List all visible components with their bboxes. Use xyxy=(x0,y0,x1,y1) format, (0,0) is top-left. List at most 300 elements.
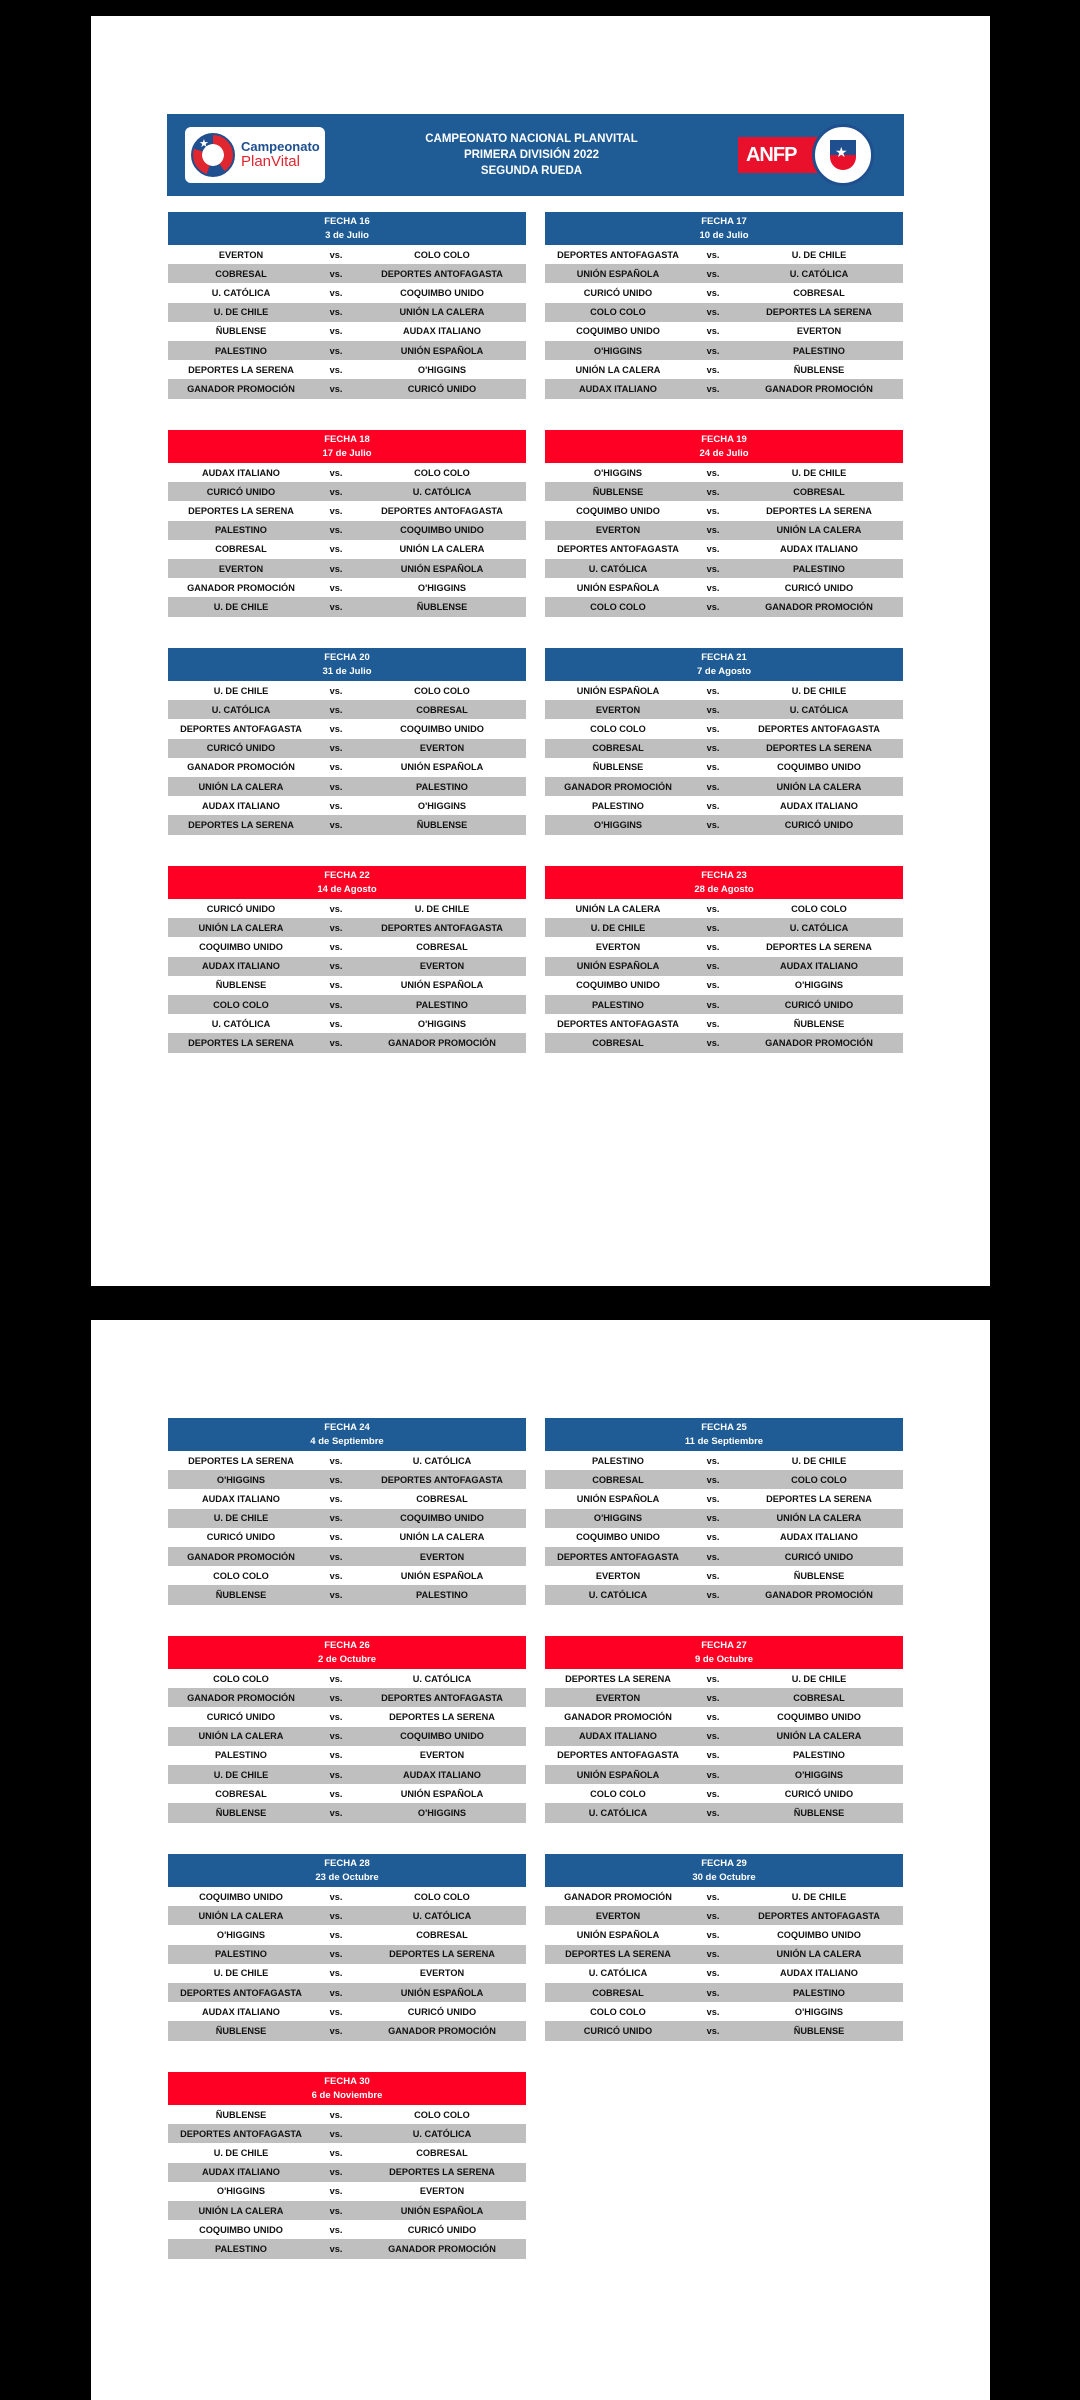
vs-label: vs. xyxy=(329,781,343,792)
home-team: DEPORTES ANTOFAGASTA xyxy=(557,1551,679,1562)
vs-label: vs. xyxy=(706,743,720,754)
vs-label: vs. xyxy=(329,544,343,555)
match-row xyxy=(168,2220,526,2239)
match-row xyxy=(168,2105,526,2124)
planvital-ball-icon xyxy=(191,133,235,177)
match-row xyxy=(168,1566,526,1585)
match-row xyxy=(545,976,903,995)
fecha-table xyxy=(545,212,903,399)
match-row xyxy=(545,283,903,302)
home-team: DEPORTES ANTOFAGASTA xyxy=(557,1750,679,1761)
match-row xyxy=(545,1585,903,1604)
fecha-header xyxy=(545,1854,903,1887)
vs-label: vs. xyxy=(329,2167,343,2178)
vs-label: vs. xyxy=(329,1551,343,1562)
vs-label: vs. xyxy=(706,1929,720,1940)
home-team: O'HIGGINS xyxy=(216,1474,266,1485)
match-row xyxy=(168,1983,526,2002)
away-team: COBRESAL xyxy=(793,287,845,298)
fecha-table xyxy=(545,1418,903,1605)
match-row xyxy=(545,1964,903,1983)
away-team: PALESTINO xyxy=(416,781,468,792)
fecha-table xyxy=(545,1854,903,2041)
header-banner xyxy=(167,114,904,196)
fecha-table xyxy=(168,866,526,1053)
away-team: COBRESAL xyxy=(793,1692,845,1703)
away-team: COQUIMBO UNIDO xyxy=(400,1513,484,1524)
home-team: U. CATÓLICA xyxy=(588,563,648,574)
home-team: PALESTINO xyxy=(215,345,267,356)
home-team: AUDAX ITALIANO xyxy=(202,961,280,972)
vs-label: vs. xyxy=(329,1532,343,1543)
match-row xyxy=(545,521,903,540)
match-row xyxy=(545,1470,903,1489)
match-row xyxy=(168,796,526,815)
home-team: DEPORTES LA SERENA xyxy=(188,364,294,375)
home-team: COLO COLO xyxy=(213,1570,269,1581)
away-team: COLO COLO xyxy=(414,1891,470,1902)
home-team: EVERTON xyxy=(595,704,641,715)
away-team: DEPORTES ANTOFAGASTA xyxy=(381,922,503,933)
home-team: O'HIGGINS xyxy=(593,1513,643,1524)
away-team: U. CATÓLICA xyxy=(412,1455,472,1466)
vs-label: vs. xyxy=(329,999,343,1010)
vs-label: vs. xyxy=(329,762,343,773)
away-team: PALESTINO xyxy=(416,1589,468,1600)
home-team: DEPORTES ANTOFAGASTA xyxy=(557,544,679,555)
fecha-header xyxy=(168,1418,526,1451)
fecha-title: FECHA 27 xyxy=(701,1639,747,1651)
fecha-date: 17 de Julio xyxy=(322,447,372,459)
home-team: O'HIGGINS xyxy=(593,819,643,830)
home-team: COLO COLO xyxy=(213,1673,269,1684)
away-team: UNIÓN ESPAÑOLA xyxy=(400,1788,484,1799)
vs-label: vs. xyxy=(706,307,720,318)
match-row xyxy=(168,719,526,738)
fecha-date: 14 de Agosto xyxy=(317,883,377,895)
vs-label: vs. xyxy=(329,1673,343,1684)
vs-label: vs. xyxy=(329,980,343,991)
home-team: COBRESAL xyxy=(592,1987,644,1998)
away-team: O'HIGGINS xyxy=(417,582,467,593)
away-team: O'HIGGINS xyxy=(417,800,467,811)
match-row xyxy=(168,1887,526,1906)
away-team: U. CATÓLICA xyxy=(412,486,472,497)
away-team: ÑUBLENSE xyxy=(416,819,468,830)
fecha-table xyxy=(545,430,903,617)
home-team: EVERTON xyxy=(595,525,641,536)
home-team: UNIÓN LA CALERA xyxy=(198,781,284,792)
away-team: UNIÓN LA CALERA xyxy=(399,1532,485,1543)
match-row xyxy=(168,2143,526,2162)
home-team: U. DE CHILE xyxy=(590,922,646,933)
vs-label: vs. xyxy=(329,1692,343,1703)
vs-label: vs. xyxy=(329,2224,343,2235)
fecha-title: FECHA 16 xyxy=(324,215,370,227)
home-team: PALESTINO xyxy=(592,800,644,811)
fecha-title: FECHA 21 xyxy=(701,651,747,663)
away-team: COQUIMBO UNIDO xyxy=(400,723,484,734)
fecha-title: FECHA 26 xyxy=(324,1639,370,1651)
away-team: COQUIMBO UNIDO xyxy=(777,1711,861,1722)
match-row xyxy=(168,2201,526,2220)
away-team: AUDAX ITALIANO xyxy=(780,961,858,972)
match-row xyxy=(168,1451,526,1470)
match-row xyxy=(168,815,526,834)
vs-label: vs. xyxy=(329,941,343,952)
home-team: U. DE CHILE xyxy=(213,1968,269,1979)
home-team: EVERTON xyxy=(595,941,641,952)
match-row xyxy=(545,1688,903,1707)
home-team: COQUIMBO UNIDO xyxy=(199,1891,283,1902)
vs-label: vs. xyxy=(706,1891,720,1902)
fecha-date: 23 de Octubre xyxy=(315,1871,379,1883)
home-team: GANADOR PROMOCIÓN xyxy=(564,1711,672,1722)
match-row xyxy=(545,1945,903,1964)
home-team: COBRESAL xyxy=(215,544,267,555)
home-team: U. DE CHILE xyxy=(213,1769,269,1780)
match-row xyxy=(168,1014,526,1033)
vs-label: vs. xyxy=(706,601,720,612)
home-team: U. CATÓLICA xyxy=(211,287,271,298)
away-team: COQUIMBO UNIDO xyxy=(777,762,861,773)
vs-label: vs. xyxy=(329,249,343,260)
vs-label: vs. xyxy=(706,525,720,536)
vs-label: vs. xyxy=(329,961,343,972)
away-team: GANADOR PROMOCIÓN xyxy=(765,383,873,394)
vs-label: vs. xyxy=(329,1513,343,1524)
home-team: COQUIMBO UNIDO xyxy=(576,980,660,991)
away-team: UNIÓN LA CALERA xyxy=(776,1731,862,1742)
match-row xyxy=(168,501,526,520)
away-team: ÑUBLENSE xyxy=(793,2025,845,2036)
vs-label: vs. xyxy=(706,563,720,574)
vs-label: vs. xyxy=(329,1891,343,1902)
vs-label: vs. xyxy=(706,1750,720,1761)
away-team: AUDAX ITALIANO xyxy=(780,544,858,555)
match-row xyxy=(168,758,526,777)
vs-label: vs. xyxy=(329,1474,343,1485)
home-team: DEPORTES LA SERENA xyxy=(188,819,294,830)
away-team: O'HIGGINS xyxy=(417,364,467,375)
fecha-table xyxy=(545,866,903,1053)
match-row xyxy=(545,937,903,956)
match-row xyxy=(545,1669,903,1688)
away-team: U. CATÓLICA xyxy=(412,1910,472,1921)
fecha-header xyxy=(545,866,903,899)
match-row xyxy=(168,957,526,976)
away-team: U. DE CHILE xyxy=(791,1673,847,1684)
vs-label: vs. xyxy=(329,467,343,478)
vs-label: vs. xyxy=(706,1570,720,1581)
away-team: DEPORTES LA SERENA xyxy=(766,1493,872,1504)
fecha-date: 11 de Septiembre xyxy=(684,1435,764,1447)
vs-label: vs. xyxy=(329,704,343,715)
vs-label: vs. xyxy=(706,999,720,1010)
away-team: COBRESAL xyxy=(416,2147,468,2158)
match-row xyxy=(168,1765,526,1784)
vs-label: vs. xyxy=(706,467,720,478)
vs-label: vs. xyxy=(706,1987,720,1998)
vs-label: vs. xyxy=(706,1769,720,1780)
fecha-title: FECHA 29 xyxy=(701,1857,747,1869)
vs-label: vs. xyxy=(329,1711,343,1722)
vs-label: vs. xyxy=(329,1731,343,1742)
match-row xyxy=(545,245,903,264)
vs-label: vs. xyxy=(329,268,343,279)
home-team: GANADOR PROMOCIÓN xyxy=(187,383,295,394)
banner-title xyxy=(425,131,638,179)
fecha-date: 30 de Octubre xyxy=(692,1871,756,1883)
away-team: CURICÓ UNIDO xyxy=(407,2224,477,2235)
away-team: CURICÓ UNIDO xyxy=(784,819,854,830)
fecha-header xyxy=(545,1418,903,1451)
match-row xyxy=(168,245,526,264)
vs-label: vs. xyxy=(329,685,343,696)
vs-label: vs. xyxy=(706,1949,720,1960)
away-team: COLO COLO xyxy=(791,903,847,914)
vs-label: vs. xyxy=(706,345,720,356)
vs-label: vs. xyxy=(706,903,720,914)
match-row xyxy=(168,578,526,597)
fecha-title: FECHA 18 xyxy=(324,433,370,445)
match-row xyxy=(545,1803,903,1822)
home-team: PALESTINO xyxy=(215,525,267,536)
match-row xyxy=(168,379,526,398)
home-team: O'HIGGINS xyxy=(593,467,643,478)
away-team: EVERTON xyxy=(419,2186,465,2197)
home-team: DEPORTES ANTOFAGASTA xyxy=(180,1987,302,1998)
fecha-header xyxy=(168,1636,526,1669)
vs-label: vs. xyxy=(706,486,720,497)
home-team: U. DE CHILE xyxy=(213,2147,269,2158)
vs-label: vs. xyxy=(706,781,720,792)
home-team: ÑUBLENSE xyxy=(215,2025,267,2036)
home-team: UNIÓN ESPAÑOLA xyxy=(576,1769,660,1780)
home-team: GANADOR PROMOCIÓN xyxy=(564,1891,672,1902)
match-row xyxy=(168,1528,526,1547)
vs-label: vs. xyxy=(329,819,343,830)
away-team: EVERTON xyxy=(419,1968,465,1979)
fecha-date: 10 de Julio xyxy=(699,229,749,241)
vs-label: vs. xyxy=(329,1570,343,1581)
vs-label: vs. xyxy=(329,800,343,811)
home-team: COBRESAL xyxy=(592,1037,644,1048)
match-row xyxy=(168,2002,526,2021)
vs-label: vs. xyxy=(329,326,343,337)
match-row xyxy=(168,1945,526,1964)
away-team: GANADOR PROMOCIÓN xyxy=(388,2243,496,2254)
vs-label: vs. xyxy=(329,601,343,612)
away-team: UNIÓN LA CALERA xyxy=(776,525,862,536)
vs-label: vs. xyxy=(329,505,343,516)
fecha-date: 28 de Agosto xyxy=(694,883,754,895)
away-team: COBRESAL xyxy=(416,1929,468,1940)
vs-label: vs. xyxy=(706,1493,720,1504)
home-team: O'HIGGINS xyxy=(216,1929,266,1940)
match-row xyxy=(168,1925,526,1944)
away-team: EVERTON xyxy=(796,326,842,337)
home-team: GANADOR PROMOCIÓN xyxy=(187,1551,295,1562)
away-team: EVERTON xyxy=(419,1551,465,1562)
vs-label: vs. xyxy=(329,1968,343,1979)
home-team: COBRESAL xyxy=(215,268,267,279)
title-line: PRIMERA DIVISIÓN 2022 xyxy=(463,149,600,161)
fecha-header xyxy=(168,1854,526,1887)
vs-label: vs. xyxy=(329,364,343,375)
home-team: DEPORTES LA SERENA xyxy=(565,1949,671,1960)
away-team: O'HIGGINS xyxy=(794,2006,844,2017)
match-row xyxy=(168,303,526,322)
vs-label: vs. xyxy=(706,287,720,298)
vs-label: vs. xyxy=(706,364,720,375)
vs-label: vs. xyxy=(706,685,720,696)
home-team: COLO COLO xyxy=(590,1788,646,1799)
home-team: AUDAX ITALIANO xyxy=(202,800,280,811)
match-row xyxy=(168,976,526,995)
vs-label: vs. xyxy=(706,1910,720,1921)
away-team: U. DE CHILE xyxy=(791,467,847,478)
home-team: PALESTINO xyxy=(592,1455,644,1466)
vs-label: vs. xyxy=(706,800,720,811)
vs-label: vs. xyxy=(706,762,720,773)
away-team: GANADOR PROMOCIÓN xyxy=(765,1037,873,1048)
vs-label: vs. xyxy=(329,307,343,318)
vs-label: vs. xyxy=(706,1711,720,1722)
match-row xyxy=(545,758,903,777)
match-row xyxy=(545,995,903,1014)
match-row xyxy=(545,681,903,700)
home-team: UNIÓN LA CALERA xyxy=(198,1731,284,1742)
home-team: UNIÓN ESPAÑOLA xyxy=(576,268,660,279)
vs-label: vs. xyxy=(706,1474,720,1485)
home-team: GANADOR PROMOCIÓN xyxy=(187,582,295,593)
home-team: CURICÓ UNIDO xyxy=(206,743,276,754)
fecha-date: 4 de Septiembre xyxy=(310,1435,384,1447)
away-team: COQUIMBO UNIDO xyxy=(777,1929,861,1940)
away-team: AUDAX ITALIANO xyxy=(780,1532,858,1543)
fecha-date: 2 de Octubre xyxy=(317,1653,377,1665)
match-row xyxy=(168,540,526,559)
match-row xyxy=(168,1803,526,1822)
home-team: PALESTINO xyxy=(215,1750,267,1761)
vs-label: vs. xyxy=(706,1589,720,1600)
vs-label: vs. xyxy=(329,582,343,593)
match-row xyxy=(545,482,903,501)
logo-line-1: Campeonato xyxy=(241,139,320,155)
home-team: UNIÓN LA CALERA xyxy=(198,1910,284,1921)
home-team: CURICÓ UNIDO xyxy=(206,1532,276,1543)
match-row xyxy=(168,995,526,1014)
fecha-header xyxy=(168,212,526,245)
home-team: COQUIMBO UNIDO xyxy=(576,326,660,337)
match-row xyxy=(168,1033,526,1052)
vs-label: vs. xyxy=(706,980,720,991)
away-team: U. DE CHILE xyxy=(791,1891,847,1902)
home-team: ÑUBLENSE xyxy=(215,980,267,991)
away-team: ÑUBLENSE xyxy=(793,1807,845,1818)
vs-label: vs. xyxy=(329,903,343,914)
away-team: ÑUBLENSE xyxy=(793,1570,845,1581)
away-team: COBRESAL xyxy=(416,941,468,952)
away-team: COQUIMBO UNIDO xyxy=(400,287,484,298)
home-team: U. DE CHILE xyxy=(213,685,269,696)
home-team: AUDAX ITALIANO xyxy=(579,1731,657,1742)
fecha-date: 31 de Julio xyxy=(322,665,372,677)
fecha-header xyxy=(545,430,903,463)
vs-label: vs. xyxy=(329,1018,343,1029)
match-row xyxy=(545,719,903,738)
home-team: DEPORTES LA SERENA xyxy=(565,1673,671,1684)
match-row xyxy=(545,1887,903,1906)
match-row xyxy=(168,360,526,379)
home-team: EVERTON xyxy=(595,1570,641,1581)
away-team: O'HIGGINS xyxy=(417,1807,467,1818)
away-team: DEPORTES LA SERENA xyxy=(389,2167,495,2178)
vs-label: vs. xyxy=(329,287,343,298)
away-team: U. CATÓLICA xyxy=(789,922,849,933)
away-team: U. CATÓLICA xyxy=(412,2128,472,2139)
vs-label: vs. xyxy=(706,961,720,972)
home-team: COLO COLO xyxy=(213,999,269,1010)
vs-label: vs. xyxy=(706,1513,720,1524)
fecha-title: FECHA 20 xyxy=(324,651,370,663)
vs-label: vs. xyxy=(706,268,720,279)
match-row xyxy=(168,559,526,578)
vs-label: vs. xyxy=(329,1589,343,1600)
home-team: COLO COLO xyxy=(590,307,646,318)
away-team: DEPORTES LA SERENA xyxy=(389,1949,495,1960)
match-row xyxy=(545,322,903,341)
home-team: DEPORTES LA SERENA xyxy=(188,1455,294,1466)
match-row xyxy=(545,739,903,758)
home-team: DEPORTES ANTOFAGASTA xyxy=(180,723,302,734)
vs-label: vs. xyxy=(329,2109,343,2120)
vs-label: vs. xyxy=(706,1968,720,1979)
fecha-date: 3 de Julio xyxy=(325,229,369,241)
away-team: U. CATÓLICA xyxy=(412,1673,472,1684)
vs-label: vs. xyxy=(706,819,720,830)
fecha-title: FECHA 23 xyxy=(701,869,747,881)
fecha-title: FECHA 22 xyxy=(324,869,370,881)
away-team: CURICÓ UNIDO xyxy=(784,999,854,1010)
match-row xyxy=(545,1765,903,1784)
away-team: CURICÓ UNIDO xyxy=(784,1788,854,1799)
fecha-title: FECHA 28 xyxy=(324,1857,370,1869)
away-team: COBRESAL xyxy=(793,486,845,497)
fecha-table xyxy=(168,1636,526,1823)
match-row xyxy=(545,918,903,937)
match-row xyxy=(168,2239,526,2258)
vs-label: vs. xyxy=(329,563,343,574)
fecha-title: FECHA 30 xyxy=(324,2075,370,2087)
vs-label: vs. xyxy=(706,1037,720,1048)
away-team: DEPORTES ANTOFAGASTA xyxy=(758,1910,880,1921)
vs-label: vs. xyxy=(706,704,720,715)
match-row xyxy=(168,1470,526,1489)
match-row xyxy=(545,1489,903,1508)
home-team: U. CATÓLICA xyxy=(211,704,271,715)
match-row xyxy=(545,1925,903,1944)
home-team: COQUIMBO UNIDO xyxy=(199,2224,283,2235)
away-team: U. DE CHILE xyxy=(414,903,470,914)
vs-label: vs. xyxy=(329,2025,343,2036)
match-row xyxy=(168,1509,526,1528)
fecha-table xyxy=(545,648,903,835)
home-team: UNIÓN LA CALERA xyxy=(198,922,284,933)
vs-label: vs. xyxy=(706,922,720,933)
vs-label: vs. xyxy=(329,1455,343,1466)
